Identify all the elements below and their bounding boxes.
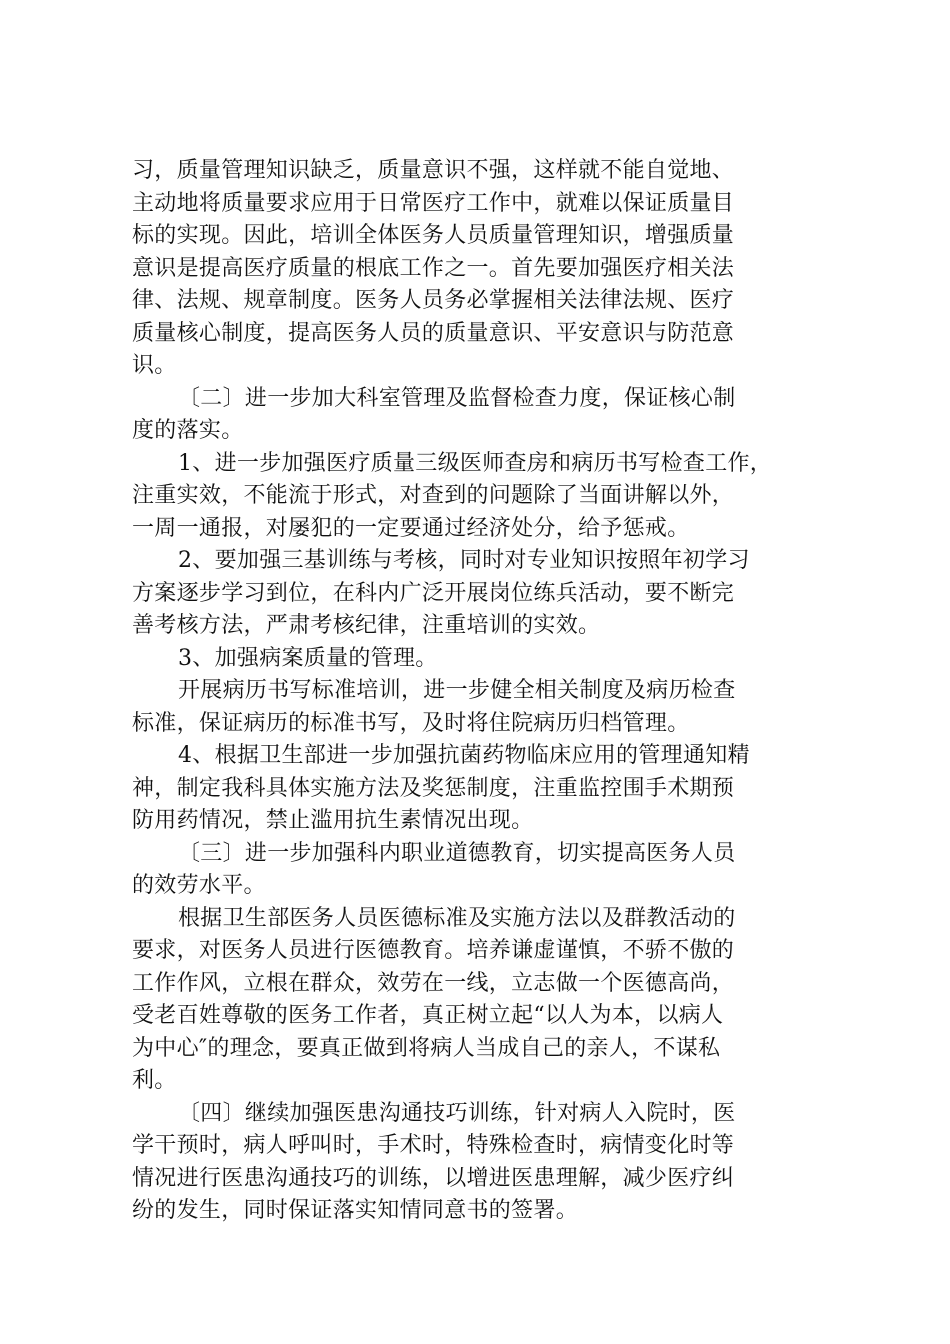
text-line: 神，制定我科具体实施方法及奖惩制度，注重监控围手术期预 [132,775,735,801]
text-line: 度的落实。 [132,418,244,443]
text-line: 习，质量管理知识缺乏，质量意识不强，这样就不能自觉地、 [132,158,735,183]
text-line: 主动地将质量要求应用于日常医疗工作中，就难以保证质量目 [132,190,735,216]
text-line: 4、根据卫生部进一步加强抗菌药物临床应用的管理通知精 [178,743,750,768]
text-line: 受老百姓尊敬的医务工作者，真正树立起“以人为本，以病人 [132,1003,724,1028]
text-line: 的效劳水平。 [132,873,266,898]
paragraph [132,643,822,676]
text-line: 工作作风，立根在群众，效劳在一线，立志做一个医德高尚， [132,970,735,996]
text-line: 〔二〕进一步加大科室管理及监督检查力度，保证核心制 [178,385,736,411]
text-line: 2、要加强三基训练与考核，同时对专业知识按照年初学习 [178,548,750,573]
text-line: 识。 [132,353,177,378]
paragraph [132,1098,822,1228]
text-line: 纷的发生，同时保证落实知情同意书的签署。 [132,1198,579,1223]
text-line: 注重实效，不能流于形式，对查到的问题除了当面讲解以外， [132,483,735,508]
paragraph [132,740,822,838]
text-line: 〔三〕进一步加强科内职业道德教育，切实提高医务人员 [178,840,736,866]
paragraph [132,155,822,383]
text-line: 开展病历书写标准培训，进一步健全相关制度及病历检查 [178,678,736,703]
text-line: 〔四〕继续加强医患沟通技巧训练，针对病人入院时，医 [178,1100,736,1126]
paragraph [132,903,822,1098]
text-line: 标的实现。因此，培训全体医务人员质量管理知识，增强质量 [132,223,735,248]
text-line: 律、法规、规章制度。医务人员务必掌握相关法律法规、医疗 [132,288,735,313]
text-line: 学干预时，病人呼叫时，手术时，特殊检查时，病情变化时等 [132,1133,735,1158]
text-line: 善考核方法，严肃考核纪律，注重培训的实效。 [132,613,601,638]
text-line: 防用药情况，禁止滥用抗生素情况出现。 [132,808,534,833]
paragraph [132,675,822,740]
text-line: 方案逐步学习到位，在科内广泛开展岗位练兵活动，要不断完 [132,580,735,606]
document-body [132,155,822,1228]
text-line: 情况进行医患沟通技巧的训练，以增进医患理解，减少医疗纠 [132,1165,735,1191]
paragraph [132,838,822,903]
paragraph [132,545,822,643]
text-line: 3、加强病案质量的管理。 [178,645,438,671]
text-line: 利。 [132,1068,177,1093]
paragraph [132,383,822,448]
text-line: 意识是提高医疗质量的根底工作之一。首先要加强医疗相关法 [132,255,735,281]
text-line: 质量核心制度，提高医务人员的质量意识、平安意识与防范意 [132,320,735,346]
text-line: 一周一通报，对屡犯的一定要通过经济处分，给予惩戒。 [132,515,690,541]
text-line: 标准，保证病历的标准书写，及时将住院病历归档管理。 [132,710,690,736]
text-line: 1、进一步加强医疗质量三级医师查房和病历书写检查工作， [178,450,773,476]
paragraph [132,448,822,546]
text-line: 要求，对医务人员进行医德教育。培养谦虚谨慎，不骄不傲的 [132,938,735,963]
text-line: 根据卫生部医务人员医德标准及实施方法以及群教活动的 [178,905,736,931]
text-line: 为中心″的理念，要真正做到将病人当成自己的亲人，不谋私 [132,1035,721,1061]
